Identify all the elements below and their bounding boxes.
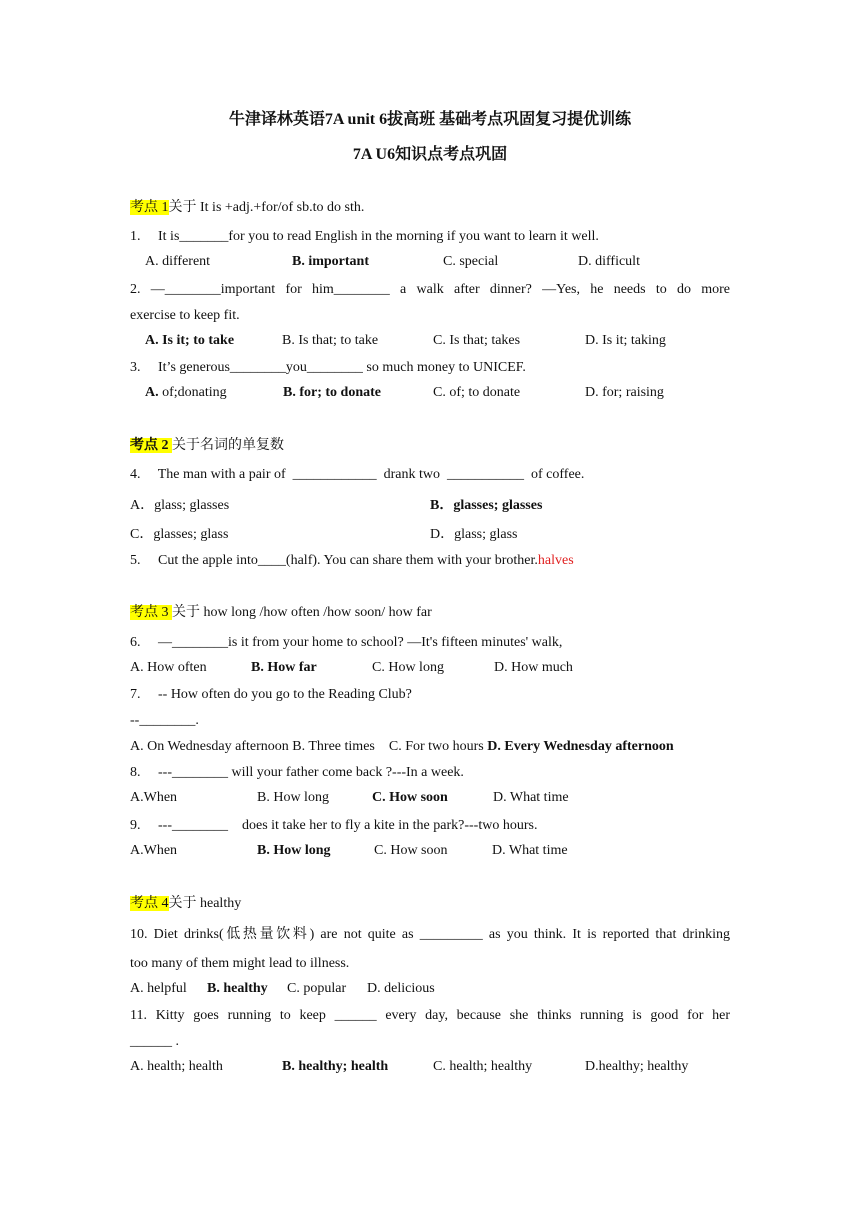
q4-option-d: D．glass; glass bbox=[430, 527, 518, 542]
q3-option-a bbox=[145, 385, 227, 401]
question-8-stem: 8. ---________ will your father come back ?---In a week. bbox=[130, 765, 464, 780]
question-10-stem: 10. Diet drinks(低热量饮料) are not quite as _________ as you think. It is reported that drinking bbox=[130, 927, 730, 942]
section-2-heading bbox=[130, 437, 284, 455]
question-9-stem: 9. ---________ does it take her to fly a kite in the park?---two hours. bbox=[130, 818, 538, 833]
q3-option-b: B. for; to donate bbox=[283, 385, 381, 400]
q2-option-b: B. Is that; to take bbox=[282, 333, 379, 348]
q10-option-d: D. delicious bbox=[367, 981, 435, 996]
q6-option-b: B. How far bbox=[251, 660, 317, 675]
q1-option-a: A. different bbox=[145, 254, 211, 269]
q7-options-text: A. On Wednesday afternoon B. Three times C. For two hours bbox=[130, 739, 488, 754]
q5-answer: halves bbox=[537, 553, 574, 568]
q1-option-d: D. difficult bbox=[578, 254, 640, 269]
question-2-stem-cont: exercise to keep fit. bbox=[130, 308, 240, 323]
question-7-options bbox=[130, 738, 674, 756]
q8-option-c: C. How soon bbox=[372, 790, 448, 805]
q2-option-d: D. Is it; taking bbox=[585, 333, 666, 348]
q1-option-c: C. special bbox=[443, 254, 499, 269]
question-4-stem: 4. The man with a pair of ____________ drank two ___________ of coffee. bbox=[130, 467, 585, 482]
q8-option-a: A.When bbox=[130, 790, 178, 805]
q6-option-a: A. How often bbox=[130, 660, 207, 675]
question-11-stem: 11. Kitty goes running to keep ______ every day, because she thinks running is good for her bbox=[130, 1008, 730, 1023]
q6-option-c: C. How long bbox=[372, 660, 444, 675]
page-title: 牛津译林英语7A unit 6拔高班 基础考点巩固复习提优训练 bbox=[228, 111, 632, 128]
q3-option-a-text: of;donating bbox=[158, 385, 227, 400]
section-text: 关于 how long /how often /how soon/ how far bbox=[172, 605, 432, 620]
question-11-stem-cont: ______ . bbox=[130, 1034, 179, 1049]
q9-option-b: B. How long bbox=[257, 843, 331, 858]
question-6-stem: 6. —________is it from your home to school? —It's fifteen minutes' walk, bbox=[130, 635, 563, 650]
q7-answer: D. Every Wednesday afternoon bbox=[487, 739, 674, 754]
q8-option-b: B. How long bbox=[257, 790, 329, 805]
q9-option-a: A.When bbox=[130, 843, 178, 858]
q2-option-c: C. Is that; takes bbox=[433, 333, 521, 348]
section-1-heading bbox=[130, 199, 364, 217]
q4-option-c: C．glasses; glass bbox=[130, 527, 229, 542]
question-2-stem: 2. —________important for him________ a walk after dinner? —Yes, he needs to do more bbox=[130, 282, 730, 297]
question-7-blank: --________. bbox=[130, 713, 199, 728]
section-text: 关于名词的单复数 bbox=[172, 438, 284, 453]
question-7-stem: 7. -- How often do you go to the Reading Club? bbox=[130, 687, 412, 702]
q1-option-b: B. important bbox=[292, 254, 369, 269]
q11-option-d: D.healthy; healthy bbox=[585, 1059, 689, 1074]
q9-option-c: C. How soon bbox=[374, 843, 448, 858]
page-subtitle: 7A U6知识点考点巩固 bbox=[352, 146, 508, 163]
q4-option-a: A．glass; glasses bbox=[130, 498, 230, 513]
section-label: 考点 2 bbox=[130, 438, 172, 453]
section-label: 考点 4 bbox=[130, 896, 169, 911]
q8-option-d: D. What time bbox=[493, 790, 569, 805]
q3-option-a-letter: A. bbox=[145, 385, 159, 400]
q11-option-a: A. health; health bbox=[130, 1059, 223, 1074]
q10-option-b: B. healthy bbox=[207, 981, 268, 996]
question-1-stem: 1. It is_______for you to read English in the morning if you want to learn it well. bbox=[130, 229, 599, 244]
q10-option-a: A. helpful bbox=[130, 981, 187, 996]
q5-text: 5. Cut the apple into____(half). You can share them with your brother. bbox=[130, 553, 538, 568]
section-4-heading bbox=[130, 895, 241, 913]
question-10-stem-cont: too many of them might lead to illness. bbox=[130, 956, 350, 971]
q11-option-b: B. healthy; health bbox=[282, 1059, 389, 1074]
q6-option-d: D. How much bbox=[494, 660, 573, 675]
section-label: 考点 3 bbox=[130, 605, 172, 620]
question-3-stem: 3. It’s generous________you________ so much money to UNICEF. bbox=[130, 360, 526, 375]
question-5-stem bbox=[130, 552, 574, 570]
q11-option-c: C. health; healthy bbox=[433, 1059, 533, 1074]
section-text: 关于 healthy bbox=[168, 896, 242, 911]
q4-option-b: B．glasses; glasses bbox=[430, 498, 543, 513]
section-3-heading bbox=[130, 604, 432, 622]
section-text: 关于 It is +adj.+for/of sb.to do sth. bbox=[168, 200, 365, 215]
q2-option-a: A. Is it; to take bbox=[145, 333, 235, 348]
q3-option-c: C. of; to donate bbox=[433, 385, 521, 400]
q9-option-d: D. What time bbox=[492, 843, 568, 858]
q3-option-d: D. for; raising bbox=[585, 385, 664, 400]
section-label: 考点 1 bbox=[130, 200, 169, 215]
q10-option-c: C. popular bbox=[287, 981, 347, 996]
